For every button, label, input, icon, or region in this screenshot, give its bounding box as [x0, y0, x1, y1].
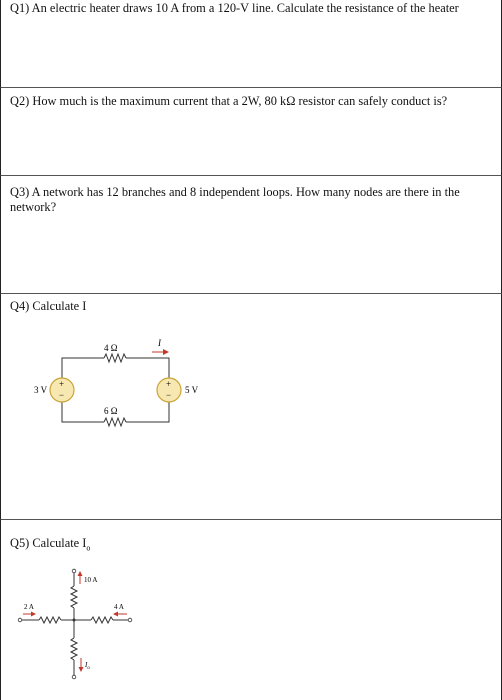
q5-resistor-top	[71, 586, 77, 608]
q5-terminal-top	[72, 569, 76, 573]
q5-left-current-label: 2 A	[24, 603, 34, 611]
q5-resistor-right	[91, 617, 113, 623]
question-row-4	[0, 294, 502, 520]
question-row-2	[0, 88, 502, 176]
question-row-3	[0, 176, 502, 294]
q5-bottom-current-sub: o	[87, 666, 90, 671]
q5-left-current-arrowhead	[31, 612, 36, 617]
question-4-text: Q4) Calculate I	[10, 299, 87, 313]
q4-left-source-minus: −	[59, 390, 65, 400]
question-3-text: Q3) A network has 12 branches and 8 independent loops. How many nodes are there in the network?	[10, 185, 460, 214]
q4-right-source-plus: +	[166, 379, 172, 389]
question-row-1	[0, 0, 502, 88]
q5-circuit-diagram	[1, 520, 502, 700]
q5-top-current-arrowhead	[78, 571, 83, 576]
q4-right-source-minus: −	[166, 390, 172, 400]
q5-resistor-left	[39, 617, 61, 623]
q5-wires	[21, 572, 129, 676]
q5-right-current-arrowhead	[113, 612, 118, 617]
q4-circuit-diagram	[1, 294, 502, 520]
q4-resistor-4ohm	[104, 354, 126, 362]
q5-terminal-bottom	[72, 675, 76, 679]
q5-resistor-bottom	[71, 638, 77, 660]
question-1-text: Q1) An electric heater draws 10 A from a 120-V line. Calculate the resistance of the heater	[10, 1, 459, 15]
q4-bottom-resistor-label: 6 Ω	[104, 406, 118, 416]
q5-bottom-current-label	[84, 661, 90, 671]
question-row-5	[0, 520, 502, 700]
q5-top-current-label: 10 A	[84, 576, 98, 584]
q4-current-label: I	[158, 338, 161, 348]
q5-center-node	[73, 619, 76, 622]
q4-top-resistor-label: 4 Ω	[104, 343, 118, 353]
q4-left-source-plus: +	[59, 379, 65, 389]
question-2-text: Q2) How much is the maximum current that a 2W, 80 kΩ resistor can safely conduct is?	[10, 94, 448, 108]
q4-resistor-6ohm	[104, 418, 126, 426]
q5-terminal-right	[128, 618, 132, 622]
question-5-label: Q5) Calculate I	[10, 536, 87, 550]
q5-bottom-current-base: I	[85, 661, 88, 669]
q5-terminal-left	[18, 618, 22, 622]
q5-right-current-label: 4 A	[114, 603, 124, 611]
q5-bottom-current-arrowhead	[79, 667, 84, 672]
q4-current-arrowhead	[163, 349, 169, 355]
question-5-subscript: o	[86, 543, 91, 553]
q4-left-source-label: 3 V	[34, 385, 48, 395]
q4-right-source-label: 5 V	[185, 385, 199, 395]
